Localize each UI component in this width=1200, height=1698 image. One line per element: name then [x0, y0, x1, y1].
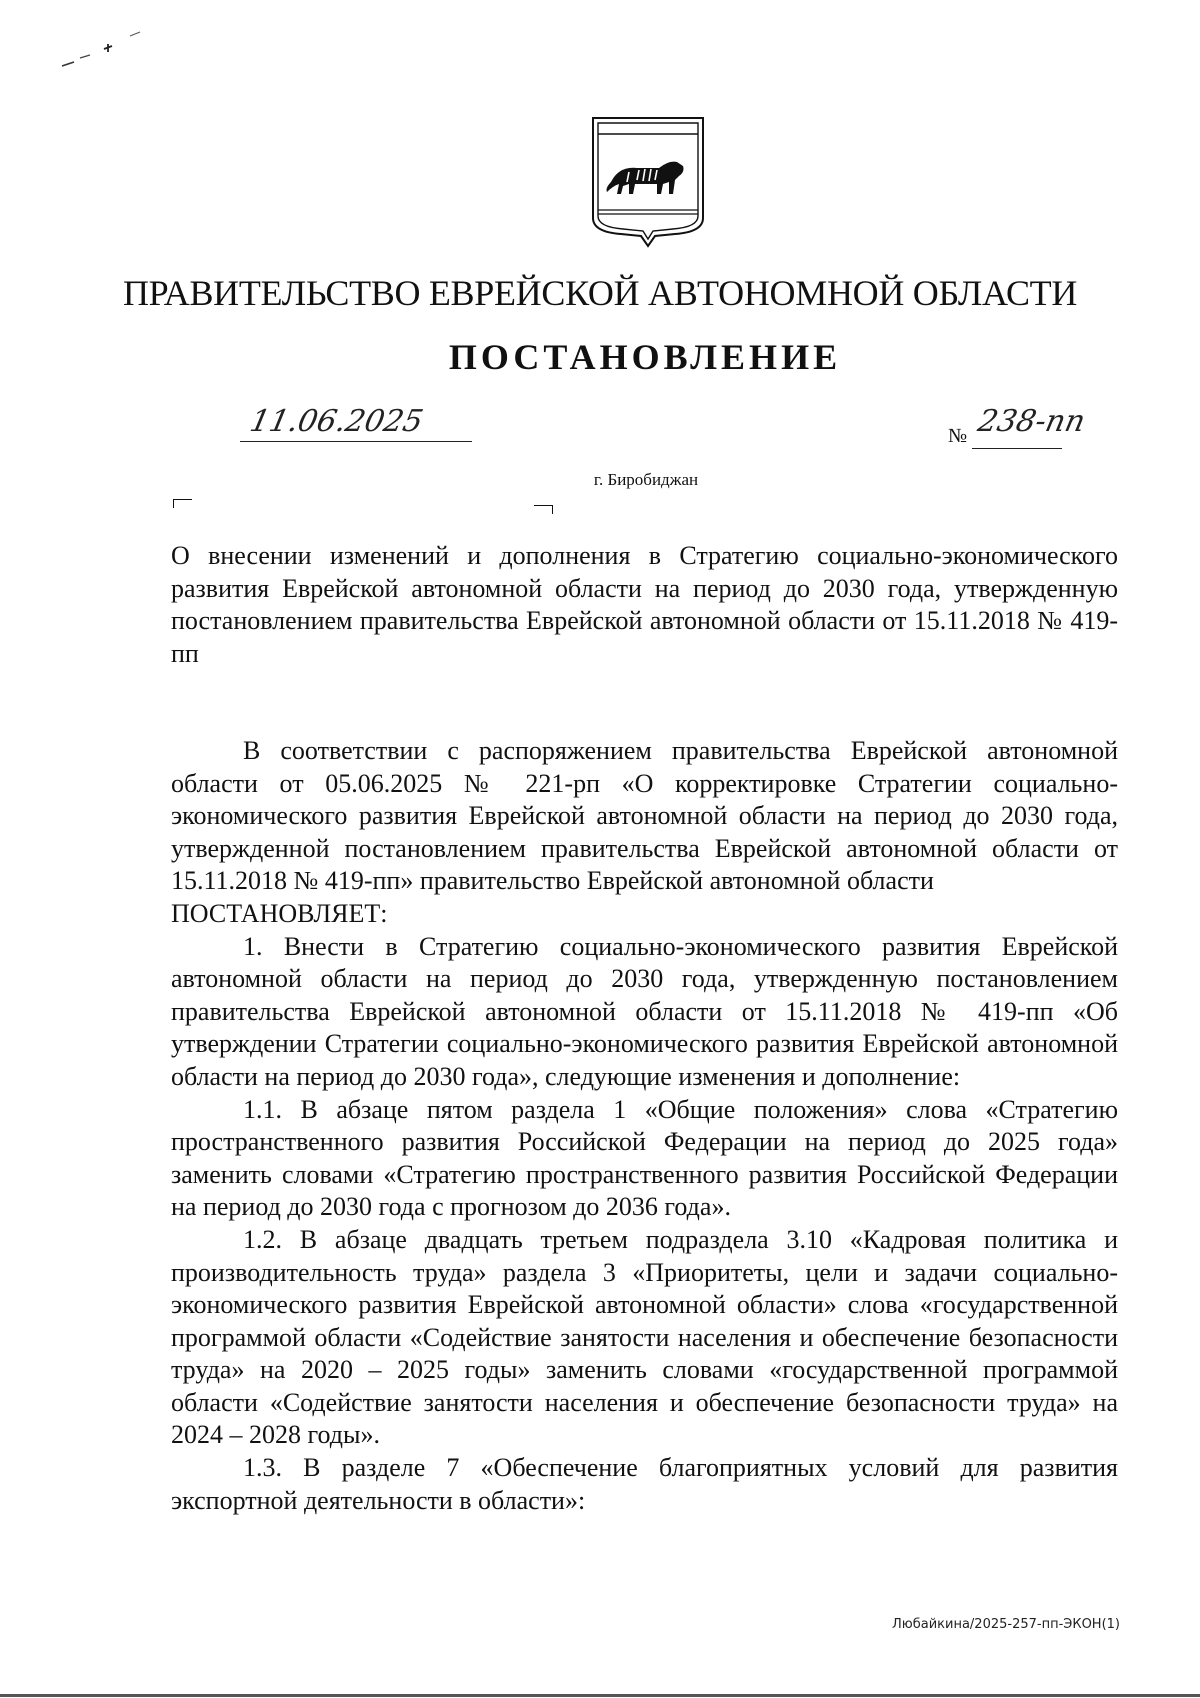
document-subject: О внесении изменений и дополнения в Стратегию социально-экономического развития Еврейской автономной области на период до 2030 года, утвержденную постановлением правительства Еврейской автономной области от 15.11.2018 № 419-пп [171, 541, 1118, 668]
organization-title: ПРАВИТЕЛЬСТВО ЕВРЕЙСКОЙ АВТОНОМНОЙ ОБЛАСТИ [122, 273, 1078, 313]
resolves-heading: ПОСТАНОВЛЯЕТ: [171, 898, 388, 928]
item-1-3-paragraph: 1.3. В разделе 7 «Обеспечение благоприятных условий для развития экспортной деятельности в области»: [171, 1453, 1118, 1515]
preamble-paragraph: В соответствии с распоряжением правительства Еврейской автономной области от 05.06.2025 № 221-рп «О корректировке Стратегии социально-экономического развития Еврейской автономной области на период до 2030 года, утвержденной постановлением правительства Еврейской автономной области от 15.11.2018 № 419-пп» правительство Еврейской автономной области [171, 736, 1118, 896]
subject-corner-right [534, 505, 553, 514]
document-body [171, 735, 1118, 1517]
item-1-1-paragraph: 1.1. В абзаце пятом раздела 1 «Общие положения» слова «Стратегию пространственного развития Российской Федерации на период до 2025 года» заменить словами «Стратегию пространственного развития Российской Федерации на период до 2030 года с прогнозом до 2036 года». [171, 1094, 1118, 1222]
handwritten-date: 11.06.2025 [246, 404, 427, 439]
coat-of-arms-tiger-icon [589, 114, 707, 250]
scan-speck-marks [60, 22, 160, 72]
footer-document-code: Любайкина/2025-257-пп-ЭКОН(1) [892, 1617, 1120, 1632]
number-sign: № [948, 425, 968, 447]
handwritten-number: 238-пп [974, 404, 1089, 439]
item-1-2-paragraph: 1.2. В абзаце двадцать третьем подраздела 3.10 «Кадровая политика и производительность труда» раздела 3 «Приоритеты, цели и задачи социально-экономического развития Еврейской автономной области» слова «государственной программой области «Содействие занятости населения и обеспечение безопасности труда» на 2020 – 2025 годы» заменить словами «государственной программой области «Содействие занятости населения и обеспечение безопасности труда» на 2024 – 2028 годы». [171, 1224, 1118, 1450]
document-type-title: ПОСТАНОВЛЕНИЕ [448, 337, 842, 377]
date-underline [240, 441, 472, 442]
city-name: г. Биробиджан [593, 470, 699, 489]
item-1-paragraph: 1. Внести в Стратегию социально-экономического развития Еврейской автономной области на период до 2030 года, утвержденную постановлением правительства Еврейской автономной области от 15.11.2018 № 419-пп «Об утверждении Стратегии социально-экономического развития Еврейской автономной области на период до 2030 года», следующие изменения и дополнение: [171, 931, 1118, 1091]
scan-bottom-edge [0, 1694, 1200, 1697]
subject-corner-left [173, 499, 192, 508]
number-underline [972, 448, 1062, 449]
